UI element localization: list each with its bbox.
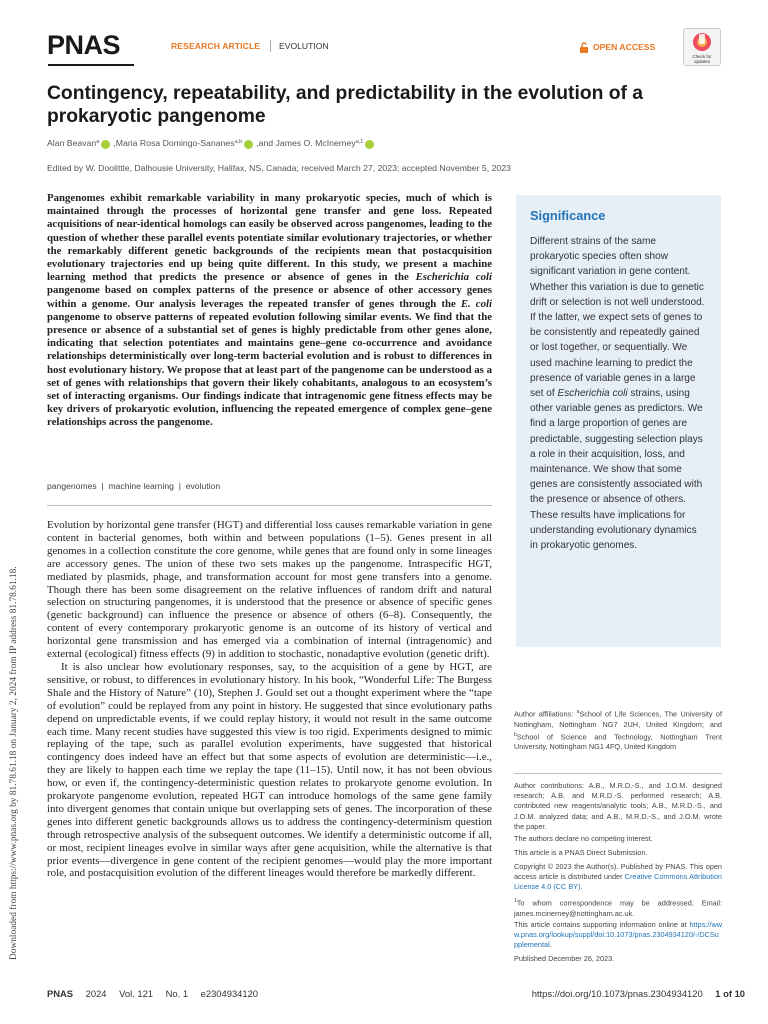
body-paragraph: Evolution by horizontal gene transfer (HGT) and differential loss causes remarkable variation in gene content in bacterial genomes, both within and between populations (1–5). Genes present in all genomes in a collection constitute the core genome, while genes that are found only in some lineages are accessory genes. The union of these two sets makes up the pangenome. Intraspecific HGT, mediated by plasmids, phage, and transformation account for most gene transfers into a genome. Though there has been some disagreement on the relative influences of random drift and natural selection on structuring pangenomes, it is understood that the presence or absence of specific genes (genetic background) can influence the presence or absence of others (6–8). Consequently, the content of every contemporary prokaryotic genome is an outcome of its history of vertical and horizontal gene transmission and has emerged via a combination of internal (intragenomic) and external (ecological) fitness effects (9) in addition to stochastic, nonadaptive evolution (genetic drift). — [47, 519, 492, 661]
check-updates-icon — [684, 30, 720, 54]
author-affiliation-mark: a — [96, 139, 100, 145]
competing-interest: The authors declare no competing interest. — [514, 834, 653, 843]
significance-box — [516, 195, 721, 647]
download-note: Downloaded from https://www.pnas.org by 81.78.61.18 on January 2, 2024 from IP address 81.78.61.18. — [9, 566, 19, 960]
logo-underline — [48, 64, 134, 66]
supporting-information: This article contains supporting information online at https://www.pnas.org/lookup/suppl/doi:10.1073/pnas.2304934120/-/DCSupplemental. — [514, 920, 722, 950]
author-contributions: Author contributions: A.B., M.R.D.-S., and J.O.M. designed research; A.B. and M.R.D.-S. performed research; A.B. contributed new reagents/analytic tools; A.B., M.R.D.-S., and J.O.M. analyzed data; and A.B., M.R.D.-S., and J.O.M. wrote the paper. — [514, 781, 722, 831]
article-title: Contingency, repeatability, and predictability in the evolution of a prokaryotic pangenome — [47, 83, 644, 127]
page-footer — [47, 988, 745, 1002]
author-name[interactable]: Maria Rosa Domingo-Sananes — [115, 138, 235, 148]
author-affiliations: Author affiliations: $^a$School of Life Sciences, The University of Nottingham, Nottingham NG7 2UH, United Kingdom; and $^b$School of Science and Technology, Nottingham Trent University, Nottingham NG1 4FQ, United Kingdom — [514, 709, 722, 752]
author-affiliation-mark: a,1 — [355, 139, 364, 145]
main-text — [47, 519, 492, 880]
orcid-icon[interactable] — [365, 140, 374, 149]
significance-title: Significance — [530, 208, 606, 223]
keywords: pangenomes | machine learning | evolution — [47, 481, 221, 491]
author-affiliation-mark: a,b — [234, 139, 243, 145]
abstract: Pangenomes exhibit remarkable variability in many prokaryotic species, much of which is maintained through the processes of horizontal gene transfer and gene loss. Repeated acquisitions of near-identical homologs can easily be observed across pangenomes, leading to the question of whether these parallel events potentiate similar evolutionary trajectories, or whether the remarkably different genetic backgrounds of the recipients mean that postacquisition evolutionary trajectories end up being quite different. In this study, we present a machine learning method that predicts the presence or absence of genes in the Escherichia coli pangenome based on complex patterns of the presence or absence of other accessory genes within a genome. Our analysis leverages the repeated transfer of genes through the E. coli pangenome to observe patterns of repeated evolution following similar events. We find that the presence or absence of a substantial set of genes is highly predictable from other genes alone, indicating that selection potentiates and maintains gene–gene co-occurrence and avoidance relationships deterministically over long-term bacterial evolution and is robust to differences in host evolutionary history. We propose that at least part of the pangenome can be understood as a set of genes with relationships that govern their likely cohabitants, analogous to an ecosystem’s set of interacting organisms. Our findings indicate that intragenomic gene fitness effects may be key drivers of prokaryotic evolution, influencing the repeated emergence of complex gene–gene relationships across the pangenome. — [47, 192, 493, 429]
check-for-updates-button[interactable] — [683, 28, 721, 66]
article-category[interactable]: EVOLUTION — [279, 41, 329, 51]
page-number: 1 of 10 — [715, 988, 745, 999]
open-lock-icon — [579, 42, 589, 53]
published-date: Published December 26, 2023. — [514, 954, 615, 963]
body-paragraph: It is also unclear how evolutionary responses, say, to the acquisition of a gene by HGT, are sensitive, or robust, to differences in evolutionary history. In his book, “Wonderful Life: The Burgess Shale and the History of Nature” (10), Stephen J. Gould set out a thought experiment where the “tape of evolution” could be replayed from any point in history. He suggested that since evolutionary paths depend on unpredictable events, if we could replay history, it would not result in the same outcome each time. Many recent studies have suggested this view is too rigid. Experiments designed to mimic replaying of the tape, such as parallel evolution experiments, have suggested that historical contingency does indeed have an effect but that some aspects of evolution are deterministic—i.e., they are likely to happen each time we replay the tape (11–15). Until now, it has not been obvious how, or even if, the contingency-deterministic question relates to prokaryote genome evolution. In prokaryote pangenome evolution, repeated HGT can introduce homologs of the same gene family into divergent genomes that contain unique but overlapping sets of genes. The incorporation of these genes into different genetic backgrounds allows us to address the contingency-determinism question through retrospective analysis of the subsequent outcomes. We identify a deterministic outcome if all, or most, recipient lineages evolve in similar ways after gene acquisition, while the alternative is that prior events—divergence in gene content of the recipient genomes—would play the more important role, and postacquisition evolution of the different lineages would therefore be markedly different. — [47, 660, 492, 880]
direct-submission: This article is a PNAS Direct Submission. — [514, 848, 648, 857]
open-access-label: OPEN ACCESS — [593, 42, 656, 52]
author-name[interactable]: Alan Beavan — [47, 138, 97, 148]
header — [47, 30, 737, 70]
author-list: Alan Beavan $^a$ , Maria Rosa Domingo-Sananes $^{a,b}$ , and James O. McInerney $^{a,1}$ — [47, 138, 377, 148]
orcid-icon[interactable] — [244, 140, 253, 149]
affiliations-divider — [514, 773, 722, 774]
footer-year: 2024 — [85, 988, 107, 999]
footer-issue: No. 1 — [165, 988, 189, 999]
orcid-icon[interactable] — [101, 140, 110, 149]
abstract-divider — [47, 505, 492, 506]
footer-journal: PNAS — [47, 988, 74, 999]
supplemental-link[interactable]: https://www.pnas.org/lookup/suppl/doi:10.1073/pnas.2304934120/-/DCSupplemental — [514, 920, 722, 950]
pnas-logo[interactable]: PNAS — [47, 30, 121, 60]
header-separator — [270, 40, 271, 52]
edited-by-line: Edited by W. Doolittle, Dalhousie University, Halifax, NS, Canada; received March 27, 2023; accepted November 5, 2023 — [47, 163, 511, 173]
footer-volume: Vol. 121 — [119, 988, 154, 999]
cc-by-license-link[interactable]: Creative Commons Attribution License 4.0 (CC BY) — [514, 872, 722, 892]
author-name[interactable]: and James O. McInerney — [258, 138, 356, 148]
footer-doi-link[interactable]: https://doi.org/10.1073/pnas.2304934120 — [531, 988, 703, 999]
open-access-badge[interactable] — [579, 40, 655, 54]
article-type[interactable]: RESEARCH ARTICLE — [171, 41, 261, 51]
check-updates-label: Check for updates — [692, 54, 712, 64]
footer-article-id: e2304934120 — [200, 988, 259, 999]
copyright-notice: Copyright © 2023 the Author(s). Published by PNAS. This open access article is distributed under Creative Commons Attribution License 4.0 (CC BY). — [514, 862, 722, 892]
significance-text: Different strains of the same prokaryotic species often show significant variation in gene content. Whether this variation is due to genetic drift or selection is not well understood. If the latter, we expect sets of genes to be consistently and repeatedly gained or lost together, or sequentially. We used machine learning to predict the presence of variable genes in a large set of Escherichia coli strains, using other variable genes as predictors. We find a large proportion of genes are predictable, suggesting selection plays a role in their acquisition, loss, and maintenance. We show that some genes are consistently associated with the presence or absence of others. These results have implications for understanding evolutionary dynamics in prokaryotic genomes. — [530, 236, 705, 552]
correspondence: $^1$To whom correspondence may be addressed. Email: james.mcinerney@nottingham.ac.uk. — [514, 898, 722, 918]
